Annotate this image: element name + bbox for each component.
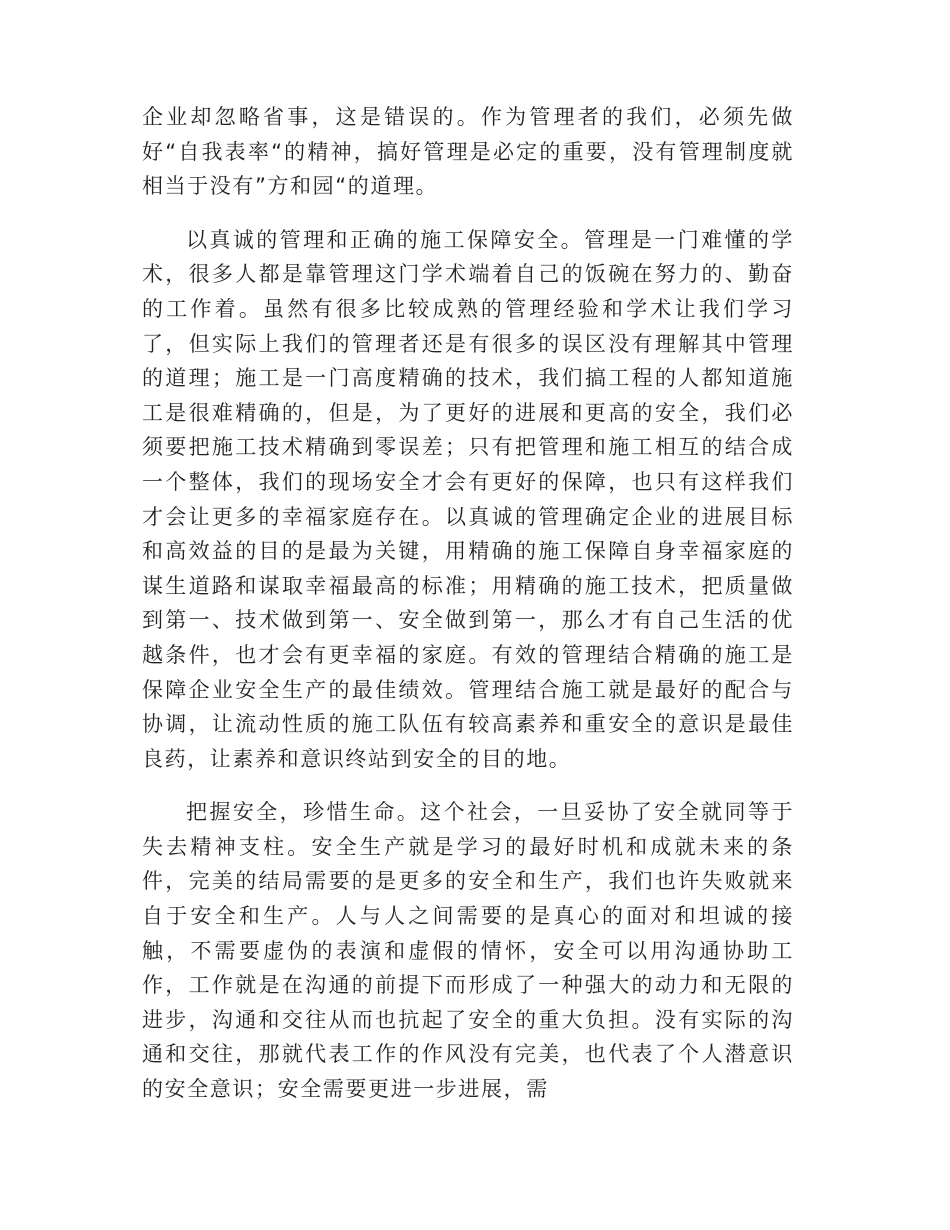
paragraph-3: 把握安全，珍惜生命。这个社会，一旦妥协了安全就同等于失去精神支柱。安全生产就是学习的最好时机和成就未来的条件，完美的结局需要的是更多的安全和生产，我们也许失败就来自于安全和生产。人与人之间需要的是真心的面对和坦诚的接触，不需要虚伪的表演和虚假的情怀，安全可以用沟通协助工作，工作就是在沟通的前提下而形成了一种强大的动力和无限的进步，沟通和交往从而也抗起了安全的重大负担。没有实际的沟通和交往，那就代表工作的作风没有完美，也代表了个人潜意识的安全意识；安全需要更进一步进展，需 [142, 800, 794, 1102]
paragraph-2: 以真诚的管理和正确的施工保障安全。管理是一门难懂的学术，很多人都是靠管理这门学术端着自己的饭碗在努力的、勤奋的工作着。虽然有很多比较成熟的管理经验和学术让我们学习了，但实际上我们的管理者还是有很多的误区没有理解其中管理的道理；施工是一门高度精确的技术，我们搞工程的人都知道施工是很难精确的，但是，为了更好的进展和更高的安全，我们必须要把施工技术精确到零误差；只有把管理和施工相互的结合成一个整体，我们的现场安全才会有更好的保障，也只有这样我们才会让更多的幸福家庭存在。以真诚的管理确定企业的进展目标和高效益的目的是最为关键，用精确的施工保障自身幸福家庭的谋生道路和谋取幸福最高的标准；用精确的施工技术，把质量做到第一、技术做到第一、安全做到第一，那么才有自己生活的优越条件，也才会有更幸福的家庭。有效的管理结合精确的施工是保障企业安全生产的最佳绩效。管理结合施工就是最好的配合与协调，让流动性质的施工队伍有较高素养和重安全的意识是最佳良药，让素养和意识终站到安全的目的地。 [142, 227, 794, 771]
paragraph-1: 企业却忽略省事，这是错误的。作为管理者的我们，必须先做好“自我表率“的精神，搞好管理是必定的重要，没有管理制度就相当于没有”方和园“的道理。 [142, 105, 794, 199]
document-page [142, 100, 794, 1126]
